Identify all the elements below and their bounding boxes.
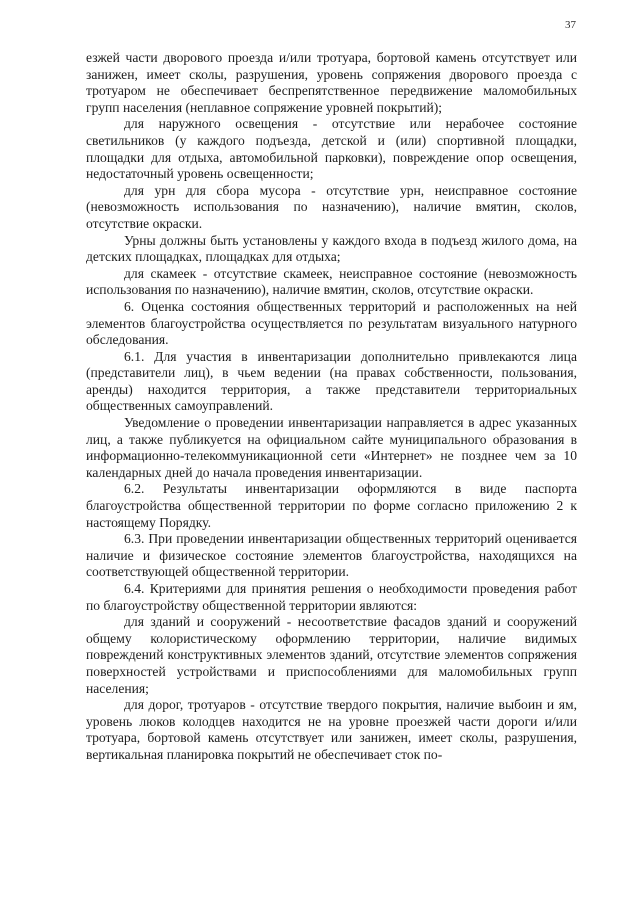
paragraph-10: 6.3. При проведении инвентаризации общественных территорий оценивается наличие и физическое состояние элементов благоустройства, находящихся на соответствующей общественной территории. [86,531,577,580]
paragraph-5: для скамеек - отсутствие скамеек, неисправное состояние (невозможность использования по назначению), наличие вмятин, сколов, отсутствие окраски. [86,265,577,298]
body-text [86,50,577,764]
paragraph-11: 6.4. Критериями для принятия решения о необходимости проведения работ по благоустройству общественной территории являются: [86,581,577,613]
paragraph-7: 6.1. Для участия в инвентаризации дополнительно привлекаются лица (представители лиц), в чьем ведении (на правах собственности, пользования, аренды) находится территория, а также представители территориальных общественных самоуправлений. [86,348,577,414]
paragraph-8: Уведомление о проведении инвентаризации направляется в адрес указанных лиц, а также публикуется на официальном сайте муниципального образования в информационно-телекоммуникационной сети «Интернет» не позднее чем за 10 календарных дней до начала проведения инвентаризации. [86,415,577,480]
paragraph-3: для урн для сбора мусора - отсутствие урн, неисправное состояние (невозможность использования по назначению), наличие вмятин, сколов, отсутствие окраски. [86,182,577,231]
paragraph-6: 6. Оценка состояния общественных территорий и расположенных на ней элементов благоустройства осуществляется по результатам визуального натурного обследования. [86,298,577,348]
page-number: 37 [565,19,576,31]
paragraph-13: для дорог, тротуаров - отсутствие твердого покрытия, наличие выбоин и ям, уровень люков колодцев находится не на уровне проезжей части дороги и/или тротуара, бортовой камень отсутствует или занижен, имеет сколы, разрушения, вертикальная планировка покрытий не обеспечивает сток по- [86,697,577,762]
paragraph-9: 6.2. Результаты инвентаризации оформляются в виде паспорта благоустройства общественной территории по форме согласно приложению 2 к настоящему Порядку. [86,481,577,530]
paragraph-4: Урны должны быть установлены у каждого входа в подъезд жилого дома, на детских площадках, площадках для отдыха; [86,232,577,265]
paragraph-12: для зданий и сооружений - несоответствие фасадов зданий и сооружений общему колористическому оформлению территории, наличие видимых повреждений конструктивных элементов зданий, отсутствие элементов сопряжения поверхностей устройствами и приспособлениями для маломобильных групп населения; [86,614,577,696]
paragraph-1: езжей части дворового проезда и/или тротуара, бортовой камень отсутствует или занижен, имеет сколы, разрушения, уровень сопряжения дворового проезда с тротуаром не обеспечивает беспрепятственное передвижение маломобильных групп населения (неплавное сопряжение уровней покрытий); [86,50,577,115]
paragraph-2: для наружного освещения - отсутствие или нерабочее состояние светильников (у каждого подъезда, детской и (или) спортивной площадки, площадки для отдыха, автомобильной парковки), повреждение опор освещения, недостаточный уровень освещенности; [86,116,577,182]
